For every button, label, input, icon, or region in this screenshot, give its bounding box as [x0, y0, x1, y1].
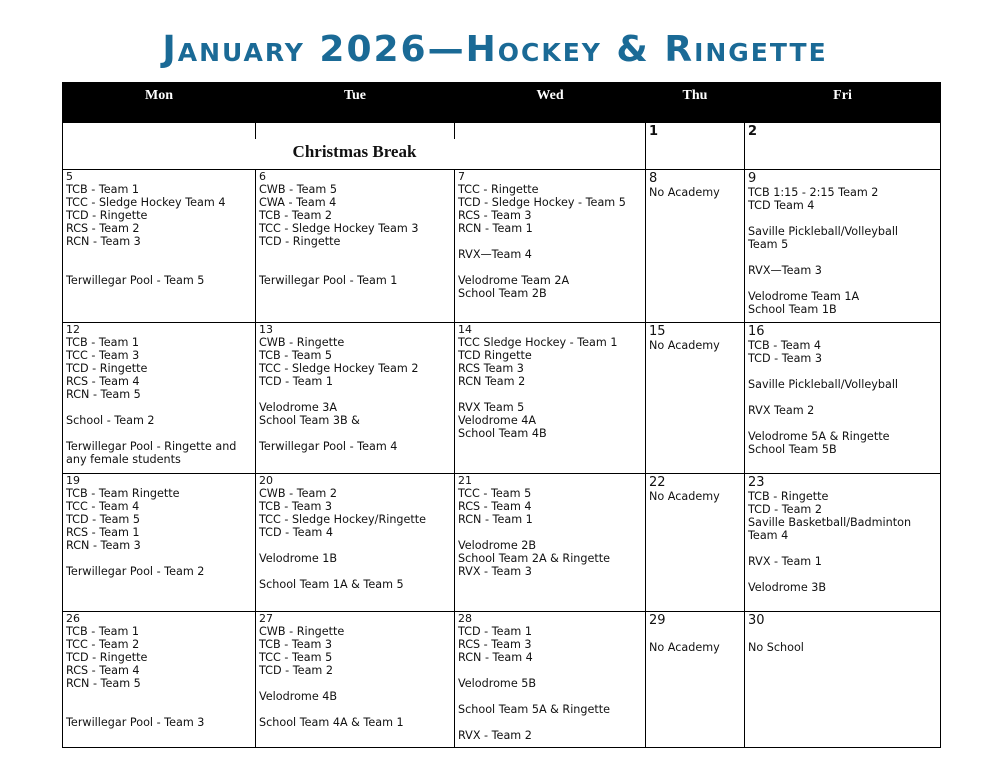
- day-number: 12: [66, 323, 80, 336]
- day-cell: [256, 170, 455, 323]
- day-cell-2: [745, 123, 941, 170]
- schedule-entry: School Team 3B &: [259, 414, 360, 427]
- day-number: 1: [649, 124, 659, 139]
- schedule-entry: Saville Pickleball/Volleyball: [748, 378, 899, 391]
- schedule-entry: No Academy: [649, 641, 720, 654]
- schedule-entry: TCC - Team 4: [66, 500, 140, 513]
- day-cell: [646, 323, 745, 474]
- spacer: [748, 365, 937, 378]
- spacer: [649, 628, 741, 641]
- christmas-break-row: [63, 123, 941, 170]
- schedule-entry: RCN Team 2: [458, 375, 526, 388]
- schedule-entry: No Academy: [649, 186, 720, 199]
- day-number: 19: [66, 474, 80, 487]
- day-number: 27: [259, 612, 273, 625]
- schedule-entry: RCS - Team 3: [458, 209, 532, 222]
- schedule-entry: Velodrome 5B: [458, 677, 537, 690]
- schedule-entry: TCB - Team 1: [66, 625, 140, 638]
- schedule-entry: CWB - Team 2: [259, 487, 337, 500]
- day-number: 6: [259, 170, 266, 183]
- day-cell: [455, 170, 646, 323]
- schedule-entry: TCB - Team Ringette: [66, 487, 180, 500]
- schedule-entry: RVX Team 5: [458, 401, 525, 414]
- schedule-entry: RCN - Team 3: [66, 235, 141, 248]
- spacer: [748, 212, 937, 225]
- schedule-entry: RVX - Team 2: [458, 729, 532, 742]
- schedule-entry: TCD - Team 4: [259, 526, 333, 539]
- schedule-entry: TCD - Team 1: [458, 625, 532, 638]
- schedule-entry: TCB - Team 4: [748, 339, 822, 352]
- schedule-entry: School Team 5A & Ringette: [458, 703, 611, 716]
- day-number: 9: [748, 171, 757, 186]
- day-cell: [455, 323, 646, 474]
- schedule-entry: TCB - Team 2: [259, 209, 333, 222]
- schedule-entry: No School: [748, 641, 804, 654]
- schedule-entry: TCC - Sledge Hockey/Ringette: [259, 513, 427, 526]
- spacer: [458, 664, 642, 677]
- spacer: [259, 539, 451, 552]
- day-cell: [745, 170, 941, 323]
- spacer: [458, 716, 642, 729]
- day-number: 22: [649, 475, 666, 490]
- schedule-entry: CWB - Team 5: [259, 183, 337, 196]
- spacer: [458, 388, 642, 401]
- day-number: 26: [66, 612, 80, 625]
- day-cell: [256, 474, 455, 612]
- schedule-entry: School Team 2A & Ringette: [458, 552, 611, 565]
- spacer: [259, 703, 451, 716]
- schedule-entry: TCD - Team 3: [748, 352, 822, 365]
- weekday-header-row: [63, 83, 941, 123]
- day-number: 16: [748, 324, 765, 339]
- schedule-entry: School Team 1A & Team 5: [259, 578, 404, 591]
- weekday-header-tue: Tue: [256, 83, 455, 123]
- spacer: [66, 552, 252, 565]
- schedule-entry: TCC - Sledge Hockey Team 2: [259, 362, 419, 375]
- schedule-entry: TCD Team 4: [748, 199, 815, 212]
- schedule-entry: Velodrome 3A: [259, 401, 338, 414]
- schedule-entry: Velodrome 5A & Ringette: [748, 430, 890, 443]
- week-row: [63, 612, 941, 748]
- schedule-entry: No Academy: [649, 339, 720, 352]
- schedule-entry: RCN - Team 1: [458, 222, 533, 235]
- christmas-break-label: Christmas Break: [292, 142, 417, 161]
- schedule-entry: TCC Sledge Hockey - Team 1: [458, 336, 618, 349]
- schedule-entry: TCD Ringette: [458, 349, 532, 362]
- schedule-entry: Velodrome Team 2A: [458, 274, 570, 287]
- spacer: [259, 427, 451, 440]
- week-row: [63, 323, 941, 474]
- schedule-entry: TCD - Team 5: [66, 513, 140, 526]
- day-number: 5: [66, 170, 73, 183]
- schedule-entry: TCD - Team 2: [748, 503, 822, 516]
- schedule-entry: Saville Basketball/Badminton: [748, 516, 912, 529]
- spacer: [748, 542, 937, 555]
- schedule-entry: RCS Team 3: [458, 362, 524, 375]
- day-number: 14: [458, 323, 472, 336]
- spacer: [259, 565, 451, 578]
- schedule-entry: TCD - Ringette: [259, 235, 341, 248]
- schedule-entry: TCD - Ringette: [66, 362, 148, 375]
- schedule-entry: School Team 1B: [748, 303, 837, 316]
- schedule-entry: Velodrome 2B: [458, 539, 537, 552]
- schedule-entry: RVX - Team 3: [458, 565, 532, 578]
- spacer: [458, 261, 642, 274]
- schedule-entry: TCB - Team 1: [66, 336, 140, 349]
- day-cell: [646, 612, 745, 748]
- schedule-entry: TCC - Team 5: [259, 651, 333, 664]
- schedule-entry: School Team 4B: [458, 427, 547, 440]
- schedule-entry: RCN - Team 5: [66, 677, 141, 690]
- calendar: [62, 82, 940, 748]
- christmas-break-cell: [63, 123, 646, 170]
- schedule-entry: Velodrome Team 1A: [748, 290, 860, 303]
- schedule-entry: Terwillegar Pool - Ringette and: [66, 440, 237, 453]
- schedule-entry: TCD - Team 2: [259, 664, 333, 677]
- cell-divider: [454, 123, 455, 139]
- schedule-entry: Team 5: [748, 238, 789, 251]
- schedule-entry: Team 4: [748, 529, 789, 542]
- spacer: [748, 568, 937, 581]
- schedule-entry: RCS - Team 4: [458, 500, 532, 513]
- schedule-entry: TCB 1:15 - 2:15 Team 2: [748, 186, 879, 199]
- schedule-entry: TCC - Team 2: [66, 638, 140, 651]
- schedule-entry: Terwillegar Pool - Team 2: [66, 565, 205, 578]
- schedule-entry: Velodrome 4A: [458, 414, 537, 427]
- schedule-entry: CWB - Ringette: [259, 336, 345, 349]
- day-number: 23: [748, 475, 765, 490]
- day-cell: [256, 612, 455, 748]
- spacer: [458, 235, 642, 248]
- schedule-entry: School Team 5B: [748, 443, 837, 456]
- cell-divider: [255, 123, 256, 139]
- schedule-entry: RVX - Team 1: [748, 555, 822, 568]
- schedule-entry: No Academy: [649, 490, 720, 503]
- schedule-entry: RCS - Team 4: [66, 664, 140, 677]
- schedule-entry: TCD - Sledge Hockey - Team 5: [458, 196, 626, 209]
- schedule-entry: School Team 4A & Team 1: [259, 716, 404, 729]
- day-number: 28: [458, 612, 472, 625]
- day-cell: [63, 170, 256, 323]
- schedule-entry: TCB - Ringette: [748, 490, 829, 503]
- schedule-entry: RVX—Team 3: [748, 264, 822, 277]
- schedule-entry: TCC - Sledge Hockey Team 4: [66, 196, 226, 209]
- schedule-entry: RCS - Team 2: [66, 222, 140, 235]
- schedule-entry: CWB - Ringette: [259, 625, 345, 638]
- day-number: 15: [649, 324, 666, 339]
- schedule-entry: RCS - Team 4: [66, 375, 140, 388]
- schedule-entry: RCN - Team 4: [458, 651, 533, 664]
- day-number: 8: [649, 171, 658, 186]
- spacer: [458, 690, 642, 703]
- schedule-entry: RCN - Team 3: [66, 539, 141, 552]
- day-cell: [63, 612, 256, 748]
- spacer: [259, 248, 451, 261]
- day-number: 21: [458, 474, 472, 487]
- day-number: 20: [259, 474, 273, 487]
- schedule-entry: RVX Team 2: [748, 404, 815, 417]
- day-number: 30: [748, 613, 765, 628]
- schedule-entry: Terwillegar Pool - Team 1: [259, 274, 398, 287]
- schedule-entry: TCC - Ringette: [458, 183, 539, 196]
- schedule-entry: School - Team 2: [66, 414, 155, 427]
- day-cell: [256, 323, 455, 474]
- spacer: [66, 261, 252, 274]
- schedule-entry: TCC - Team 3: [66, 349, 140, 362]
- day-cell: [63, 474, 256, 612]
- schedule-entry: RCS - Team 1: [66, 526, 140, 539]
- spacer: [748, 277, 937, 290]
- day-cell: [646, 474, 745, 612]
- day-number: 29: [649, 613, 666, 628]
- schedule-entry: Velodrome 4B: [259, 690, 338, 703]
- spacer: [748, 628, 937, 641]
- spacer: [259, 388, 451, 401]
- day-cell-1: [646, 123, 745, 170]
- day-number: 7: [458, 170, 465, 183]
- weekday-header-mon: Mon: [63, 83, 256, 123]
- schedule-entry: Terwillegar Pool - Team 4: [259, 440, 398, 453]
- schedule-entry: TCB - Team 3: [259, 638, 333, 651]
- schedule-entry: TCB - Team 5: [259, 349, 333, 362]
- page-title: January 2026—Hockey & Ringette: [162, 29, 828, 70]
- weekday-header-fri: Fri: [745, 83, 941, 123]
- spacer: [748, 417, 937, 430]
- schedule-entry: CWA - Team 4: [259, 196, 337, 209]
- spacer: [748, 391, 937, 404]
- schedule-entry: Terwillegar Pool - Team 5: [66, 274, 205, 287]
- day-cell: [745, 612, 941, 748]
- calendar-grid: [62, 82, 941, 748]
- day-cell: [646, 170, 745, 323]
- spacer: [66, 690, 252, 703]
- schedule-entry: TCD - Ringette: [66, 209, 148, 222]
- schedule-entry: TCC - Team 5: [458, 487, 532, 500]
- schedule-entry: RCN - Team 5: [66, 388, 141, 401]
- schedule-entry: TCB - Team 1: [66, 183, 140, 196]
- week-row: [63, 474, 941, 612]
- week-row: [63, 170, 941, 323]
- schedule-entry: any female students: [66, 453, 181, 466]
- schedule-entry: TCC - Sledge Hockey Team 3: [259, 222, 419, 235]
- schedule-entry: TCD - Team 1: [259, 375, 333, 388]
- day-number: 2: [748, 124, 758, 139]
- spacer: [259, 677, 451, 690]
- day-cell: [455, 612, 646, 748]
- spacer: [748, 251, 937, 264]
- schedule-entry: TCD - Ringette: [66, 651, 148, 664]
- spacer: [66, 427, 252, 440]
- schedule-entry: RCN - Team 1: [458, 513, 533, 526]
- schedule-entry: TCB - Team 3: [259, 500, 333, 513]
- weekday-header-wed: Wed: [455, 83, 646, 123]
- day-cell: [455, 474, 646, 612]
- schedule-entry: Saville Pickleball/Volleyball: [748, 225, 899, 238]
- spacer: [66, 703, 252, 716]
- day-cell: [63, 323, 256, 474]
- schedule-entry: RVX—Team 4: [458, 248, 532, 261]
- spacer: [66, 401, 252, 414]
- spacer: [66, 248, 252, 261]
- schedule-entry: Velodrome 1B: [259, 552, 338, 565]
- schedule-entry: Velodrome 3B: [748, 581, 827, 594]
- schedule-entry: School Team 2B: [458, 287, 547, 300]
- day-number: 13: [259, 323, 273, 336]
- spacer: [259, 261, 451, 274]
- day-cell: [745, 323, 941, 474]
- weekday-header-thu: Thu: [646, 83, 745, 123]
- day-cell: [745, 474, 941, 612]
- schedule-entry: Terwillegar Pool - Team 3: [66, 716, 205, 729]
- schedule-entry: RCS - Team 3: [458, 638, 532, 651]
- spacer: [458, 526, 642, 539]
